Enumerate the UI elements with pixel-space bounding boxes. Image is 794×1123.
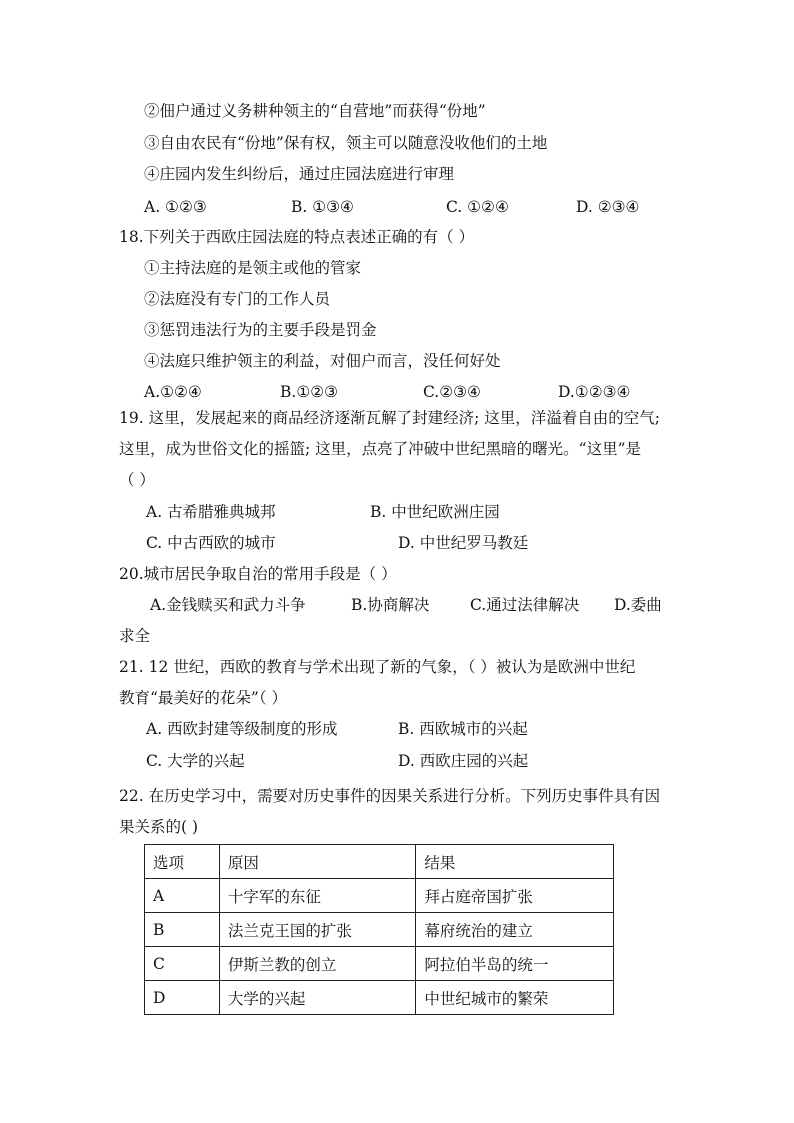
- q22-stem-line-2: 果关系的( ): [119, 818, 199, 836]
- q17-option-b: B. ①③④: [291, 198, 354, 216]
- q19-option-c: C. 中古西欧的城市: [146, 534, 276, 552]
- q21-option-a: A. 西欧封建等级制度的形成: [146, 720, 338, 738]
- q18-option-b: B.①②③: [280, 383, 339, 401]
- q22-stem-line-1: 22. 在历史学习中，需要对历史事件的因果关系进行分析。下列历史事件具有因: [119, 787, 661, 805]
- table-cell: 法兰克王国的扩张: [219, 913, 416, 947]
- q18-option-a: A.①②④: [144, 383, 202, 401]
- q17-item-2: ②佃户通过义务耕种领主的“自营地”而获得“份地”: [144, 102, 486, 120]
- q20-option-c: C.通过法律解决: [470, 596, 580, 614]
- q20-option-b: B.协商解决: [351, 596, 430, 614]
- table-cell: D: [145, 981, 220, 1015]
- q20-option-d-wrap: 求全: [119, 627, 151, 645]
- q19-stem-line-3: （ ）: [119, 471, 155, 489]
- q21-option-b: B. 西欧城市的兴起: [398, 720, 528, 738]
- q19-option-a: A. 古希腊雅典城邦: [146, 503, 276, 521]
- cause-effect-table: [144, 844, 614, 1015]
- q20-option-a: A.金钱赎买和武力斗争: [150, 596, 306, 614]
- table-cell: B: [145, 913, 220, 947]
- table-cell: 大学的兴起: [219, 981, 416, 1015]
- q17-item-3: ③自由农民有“份地”保有权，领主可以随意没收他们的土地: [144, 134, 548, 152]
- q17-option-c: C. ①②④: [446, 198, 509, 216]
- q19-option-d: D. 中世纪罗马教廷: [398, 534, 529, 552]
- q21-stem-line-2: 教育“最美好的花朵”（ ）: [119, 689, 288, 707]
- table-cell: 阿拉伯半岛的统一: [416, 947, 614, 981]
- table-header-cell: 结果: [416, 845, 614, 879]
- q21-stem-line-1: 21. 12 世纪，西欧的教育与学术出现了新的气象，（ ）被认为是欧洲中世纪: [119, 658, 636, 676]
- q19-option-b: B. 中世纪欧洲庄园: [370, 503, 500, 521]
- q17-option-d: D. ②③④: [576, 198, 640, 216]
- table-cell: 伊斯兰教的创立: [219, 947, 416, 981]
- table-header-row: [145, 845, 614, 879]
- q18-item-2: ②法庭没有专门的工作人员: [144, 290, 331, 308]
- q17-item-4: ④庄园内发生纠纷后，通过庄园法庭进行审理: [144, 165, 455, 183]
- table-cell: A: [145, 879, 220, 913]
- q19-stem-line-2: 这里，成为世俗文化的摇篮; 这里，点亮了冲破中世纪黑暗的曙光。“这里”是: [119, 440, 641, 458]
- table-row: [145, 947, 614, 981]
- q20-option-d: D.委曲: [614, 596, 662, 614]
- table-cell: C: [145, 947, 220, 981]
- table-header-cell: 原因: [219, 845, 416, 879]
- q18-item-4: ④法庭只维护领主的利益，对佃户而言，没任何好处: [144, 352, 501, 370]
- q18-stem: 18.下列关于西欧庄园法庭的特点表述正确的有（ ）: [119, 228, 475, 246]
- table-cell: 幕府统治的建立: [416, 913, 614, 947]
- q18-option-d: D.①②③④: [558, 383, 631, 401]
- q20-stem: 20.城市居民争取自治的常用手段是（ ）: [119, 565, 397, 583]
- q17-option-a: A. ①②③: [144, 198, 207, 216]
- q18-item-1: ①主持法庭的是领主或他的管家: [144, 259, 362, 277]
- table-header-cell: 选项: [145, 845, 220, 879]
- q19-stem-line-1: 19. 这里，发展起来的商品经济逐渐瓦解了封建经济; 这里，洋溢着自由的空气;: [119, 409, 660, 427]
- table-cell: 中世纪城市的繁荣: [416, 981, 614, 1015]
- q18-item-3: ③惩罚违法行为的主要手段是罚金: [144, 321, 377, 339]
- table-cell: 拜占庭帝国扩张: [416, 879, 614, 913]
- table-row: [145, 981, 614, 1015]
- q21-option-d: D. 西欧庄园的兴起: [398, 752, 529, 770]
- table-cell: 十字军的东征: [219, 879, 416, 913]
- table-row: [145, 879, 614, 913]
- table-row: [145, 913, 614, 947]
- q21-option-c: C. 大学的兴起: [146, 752, 245, 770]
- q18-option-c: C.②③④: [423, 383, 481, 401]
